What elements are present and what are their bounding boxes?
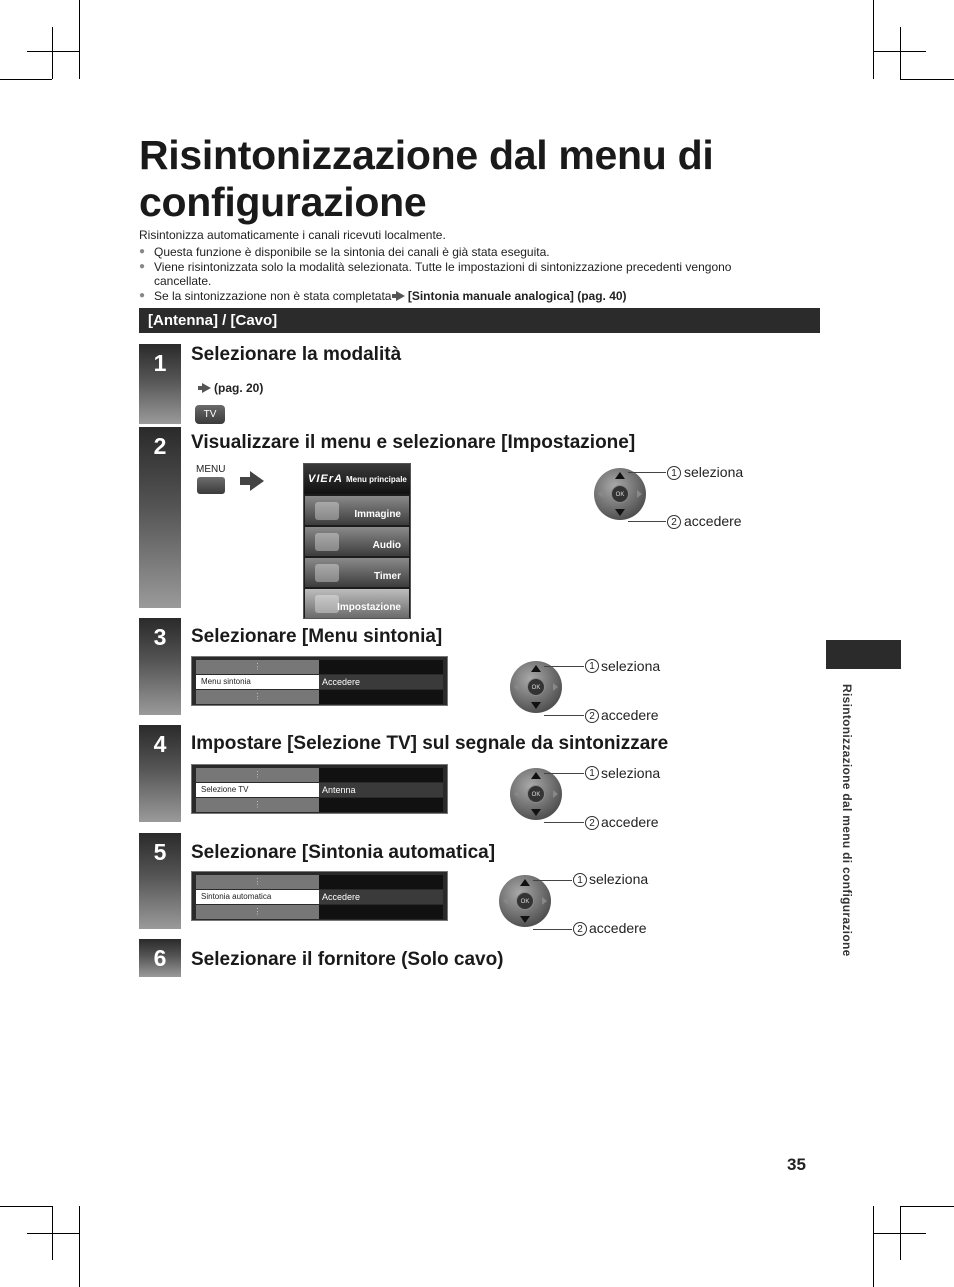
up-arrow-icon[interactable] [520,879,530,886]
leader-line [533,880,572,881]
step-marker-1: 1 [585,659,599,673]
step-number-5: 5 [139,833,181,929]
ok-button[interactable]: OK [516,892,534,910]
picture-icon [315,502,339,520]
menu-row-label: Sintonia automatica [196,890,319,904]
page-number: 35 [787,1155,806,1174]
clock-icon [315,564,339,582]
main-menu-title: Menu principale [345,475,407,484]
step-marker-2: 2 [585,816,599,830]
note-text: Viene risintonizzata solo la modalità selezionata. Tutte le impostazioni di sintonizzazione precedenti vengono cancellate. [154,260,732,288]
enter-label: accedere [601,707,659,723]
right-arrow-icon [553,683,558,691]
enter-label: accedere [589,920,647,936]
audio-icon [315,533,339,551]
step-marker-2: 2 [573,922,587,936]
menu-button[interactable] [197,477,225,494]
main-menu-header [304,464,410,494]
down-arrow-icon[interactable] [615,509,625,516]
step-marker-1: 1 [573,873,587,887]
step-number-4: 4 [139,725,181,822]
leader-line [628,521,666,522]
up-arrow-icon[interactable] [531,665,541,672]
step-number-6: 6 [139,939,181,977]
select-label: seleziona [601,658,661,674]
right-arrow-icon [637,490,642,498]
menu-row-selected[interactable] [196,675,443,689]
step-number-3: 3 [139,618,181,715]
tv-selection-screen: ⋮ Selezione TV Antenna ⋮ [191,764,448,814]
page-reference-link[interactable]: [Sintonia manuale analogica] (pag. 40) [407,289,627,303]
menu-row-label: Menu sintonia [196,675,319,689]
leader-line [544,715,584,716]
menu-item-immagine[interactable]: Immagine [305,496,409,525]
up-arrow-icon[interactable] [531,772,541,779]
down-arrow-icon[interactable] [531,809,541,816]
section-sidebar-label: Risintonizzazione dal menu di configurazione [840,684,854,957]
arrow-right-icon [202,383,211,393]
left-arrow-icon [514,683,519,691]
leader-line [533,929,572,930]
page-reference[interactable]: (pag. 20) [191,381,263,395]
tuning-menu-screen: ⋮ Menu sintonia Accedere ⋮ [191,656,448,706]
ok-button[interactable]: OK [527,678,545,696]
leader-line [544,773,584,774]
ok-button[interactable]: OK [527,785,545,803]
remote-dpad[interactable] [499,875,551,927]
notes-list [139,245,789,304]
down-arrow-icon[interactable] [520,916,530,923]
auto-tuning-screen: ⋮ Sintonia automatica Accedere ⋮ [191,871,448,921]
tv-button[interactable]: TV [195,405,225,424]
remote-dpad[interactable] [510,661,562,713]
enter-label: accedere [601,814,659,830]
ok-button[interactable]: OK [611,485,629,503]
down-arrow-icon[interactable] [531,702,541,709]
section-tab [826,640,901,669]
step-title-4: Impostare [Selezione TV] sul segnale da sintonizzare [191,733,669,754]
remote-dpad[interactable] [594,468,646,520]
menu-item-audio[interactable]: Audio [305,527,409,556]
main-menu-screen [303,463,411,619]
enter-label: accedere [684,513,742,529]
menu-button-label: MENU [196,464,226,475]
leader-line [544,822,584,823]
menu-item-timer[interactable]: Timer [305,558,409,587]
note-item: ● Viene risintonizzata solo la modalità selezionata. Tutte le impostazioni di sintonizzazione precedenti vengono cancellate. [139,260,732,288]
select-label: seleziona [589,871,649,887]
right-arrow-icon [542,897,547,905]
up-arrow-icon[interactable] [615,472,625,479]
step-number-1: 1 [139,344,181,424]
leader-line [628,472,666,473]
step-title-5: Selezionare [Sintonia automatica] [191,842,496,863]
note-text: Se la sintonizzazione non è stata completata [154,289,392,303]
step-title-1: Selezionare la modalità [191,344,402,365]
step-title-6: Selezionare il fornitore (Solo cavo) [191,949,504,970]
step-title-2: Visualizzare il menu e selezionare [Impostazione] [191,432,636,453]
note-text: Questa funzione è disponibile se la sintonia dei canali è già stata eseguita. [154,245,550,259]
step-number-2: 2 [139,427,181,608]
section-banner: [Antenna] / [Cavo] [139,308,820,333]
menu-row-value: Antenna [319,783,443,797]
step-marker-1: 1 [585,766,599,780]
left-arrow-icon [514,790,519,798]
step-marker-2: 2 [667,515,681,529]
viera-logo: VIErA [308,473,343,485]
intro-text: Risintonizza automaticamente i canali ricevuti localmente. [139,228,446,242]
left-arrow-icon [503,897,508,905]
menu-row-selected[interactable] [196,890,443,904]
arrow-right-icon [396,291,405,301]
menu-row-label: Selezione TV [196,783,319,797]
select-label: seleziona [601,765,661,781]
step-marker-2: 2 [585,709,599,723]
right-arrow-icon [553,790,558,798]
note-item: ● Se la sintonizzazione non è stata completata [Sintonia manuale analogica] (pag. 40) [139,289,627,303]
page-title: Risintonizzazione dal menu di configurazione [139,132,714,225]
wrench-icon [315,595,339,613]
left-arrow-icon [598,490,603,498]
note-item: ● Questa funzione è disponibile se la sintonia dei canali è già stata eseguita. [139,245,550,259]
step-title-3: Selezionare [Menu sintonia] [191,626,443,647]
menu-row-value: Accedere [319,675,443,689]
menu-item-impostazione[interactable]: Impostazione [305,589,409,618]
remote-dpad[interactable] [510,768,562,820]
leader-line [544,666,584,667]
menu-row-selected[interactable] [196,783,443,797]
select-label: seleziona [684,464,744,480]
step-marker-1: 1 [667,466,681,480]
arrow-right-icon [250,471,264,491]
menu-row-value: Accedere [319,890,443,904]
